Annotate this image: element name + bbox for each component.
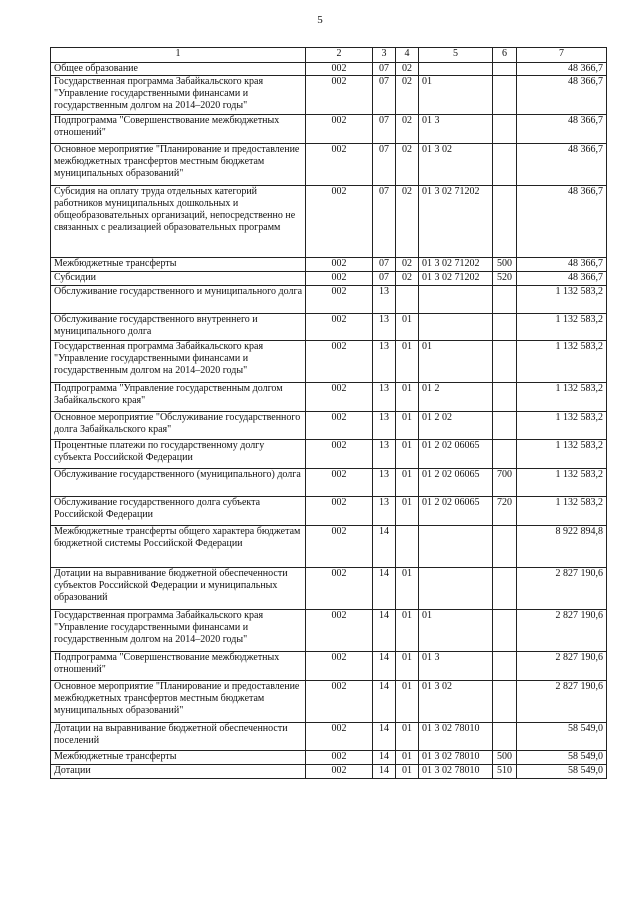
admin-code: 002 bbox=[306, 412, 373, 440]
table-row bbox=[51, 412, 607, 440]
section-code: 14 bbox=[373, 681, 396, 723]
admin-code: 002 bbox=[306, 765, 373, 779]
subsection-code: 01 bbox=[396, 568, 419, 610]
table-row bbox=[51, 497, 607, 526]
target-article-code: 01 3 02 71202 bbox=[419, 186, 493, 258]
amount: 48 366,7 bbox=[517, 115, 607, 144]
row-description: Межбюджетные трансферты bbox=[51, 258, 306, 272]
subsection-code: 01 bbox=[396, 765, 419, 779]
subsection-code: 02 bbox=[396, 258, 419, 272]
section-code: 13 bbox=[373, 497, 396, 526]
expense-type-code bbox=[493, 186, 517, 258]
subsection-code: 01 bbox=[396, 497, 419, 526]
table-row bbox=[51, 258, 607, 272]
subsection-code: 01 bbox=[396, 681, 419, 723]
admin-code: 002 bbox=[306, 610, 373, 652]
section-code: 13 bbox=[373, 341, 396, 383]
subsection-code: 02 bbox=[396, 272, 419, 286]
amount: 2 827 190,6 bbox=[517, 681, 607, 723]
subsection-code: 01 bbox=[396, 314, 419, 341]
col-header-5: 5 bbox=[419, 48, 493, 63]
section-code: 07 bbox=[373, 272, 396, 286]
admin-code: 002 bbox=[306, 681, 373, 723]
section-code: 14 bbox=[373, 526, 396, 568]
row-description: Дотации на выравнивание бюджетной обеспеченности субъектов Российской Федерации и муниципальных образований bbox=[51, 568, 306, 610]
amount: 58 549,0 bbox=[517, 751, 607, 765]
expense-type-code bbox=[493, 568, 517, 610]
admin-code: 002 bbox=[306, 497, 373, 526]
subsection-code: 01 bbox=[396, 652, 419, 681]
row-description: Дотации bbox=[51, 765, 306, 779]
section-code: 13 bbox=[373, 440, 396, 469]
target-article-code: 01 3 02 78010 bbox=[419, 765, 493, 779]
expense-type-code: 510 bbox=[493, 765, 517, 779]
admin-code: 002 bbox=[306, 115, 373, 144]
section-code: 13 bbox=[373, 412, 396, 440]
row-description: Межбюджетные трансферты общего характера бюджетам бюджетной системы Российской Федерации bbox=[51, 526, 306, 568]
section-code: 07 bbox=[373, 76, 396, 115]
row-description: Общее образование bbox=[51, 63, 306, 76]
row-description: Процентные платежи по государственному долгу субъекта Российской Федерации bbox=[51, 440, 306, 469]
row-description: Государственная программа Забайкальского края "Управление государственными финансами и государственным долгом на 2014–2020 годы" bbox=[51, 341, 306, 383]
subsection-code: 01 bbox=[396, 412, 419, 440]
expense-type-code: 520 bbox=[493, 272, 517, 286]
target-article-code: 01 2 02 06065 bbox=[419, 497, 493, 526]
amount: 58 549,0 bbox=[517, 765, 607, 779]
row-description: Межбюджетные трансферты bbox=[51, 751, 306, 765]
target-article-code bbox=[419, 526, 493, 568]
col-header-1: 1 bbox=[51, 48, 306, 63]
row-description: Обслуживание государственного (муниципального) долга bbox=[51, 469, 306, 497]
col-header-6: 6 bbox=[493, 48, 517, 63]
subsection-code: 01 bbox=[396, 469, 419, 497]
section-code: 13 bbox=[373, 314, 396, 341]
expense-type-code bbox=[493, 440, 517, 469]
target-article-code: 01 3 02 71202 bbox=[419, 272, 493, 286]
table-row bbox=[51, 341, 607, 383]
admin-code: 002 bbox=[306, 258, 373, 272]
admin-code: 002 bbox=[306, 440, 373, 469]
expense-type-code bbox=[493, 412, 517, 440]
table-row bbox=[51, 144, 607, 186]
row-description: Подпрограмма "Управление государственным долгом Забайкальского края" bbox=[51, 383, 306, 412]
target-article-code bbox=[419, 568, 493, 610]
amount: 8 922 894,8 bbox=[517, 526, 607, 568]
section-code: 14 bbox=[373, 751, 396, 765]
expense-type-code bbox=[493, 383, 517, 412]
row-description: Основное мероприятие "Обслуживание государственного долга Забайкальского края" bbox=[51, 412, 306, 440]
subsection-code: 01 bbox=[396, 383, 419, 412]
expense-type-code bbox=[493, 115, 517, 144]
row-description: Субсидии bbox=[51, 272, 306, 286]
header-row bbox=[51, 48, 607, 63]
table-row bbox=[51, 272, 607, 286]
amount: 2 827 190,6 bbox=[517, 610, 607, 652]
section-code: 14 bbox=[373, 610, 396, 652]
subsection-code: 01 bbox=[396, 610, 419, 652]
amount: 48 366,7 bbox=[517, 272, 607, 286]
subsection-code: 02 bbox=[396, 144, 419, 186]
section-code: 07 bbox=[373, 186, 396, 258]
admin-code: 002 bbox=[306, 341, 373, 383]
admin-code: 002 bbox=[306, 723, 373, 751]
amount: 1 132 583,2 bbox=[517, 469, 607, 497]
admin-code: 002 bbox=[306, 63, 373, 76]
row-description: Обслуживание государственного и муниципального долга bbox=[51, 286, 306, 314]
expense-type-code bbox=[493, 341, 517, 383]
amount: 48 366,7 bbox=[517, 76, 607, 115]
table-row bbox=[51, 568, 607, 610]
table-row bbox=[51, 765, 607, 779]
budget-table bbox=[50, 47, 607, 779]
target-article-code: 01 3 02 78010 bbox=[419, 751, 493, 765]
table-row bbox=[51, 63, 607, 76]
admin-code: 002 bbox=[306, 144, 373, 186]
subsection-code: 02 bbox=[396, 63, 419, 76]
target-article-code: 01 3 02 bbox=[419, 681, 493, 723]
expense-type-code bbox=[493, 286, 517, 314]
target-article-code: 01 3 02 71202 bbox=[419, 258, 493, 272]
subsection-code bbox=[396, 526, 419, 568]
admin-code: 002 bbox=[306, 286, 373, 314]
table-row bbox=[51, 526, 607, 568]
section-code: 07 bbox=[373, 144, 396, 186]
row-description: Государственная программа Забайкальского края "Управление государственными финансами и государственным долгом на 2014–2020 годы" bbox=[51, 610, 306, 652]
table-row bbox=[51, 115, 607, 144]
col-header-2: 2 bbox=[306, 48, 373, 63]
table-row bbox=[51, 286, 607, 314]
amount: 1 132 583,2 bbox=[517, 497, 607, 526]
expense-type-code bbox=[493, 144, 517, 186]
row-description: Государственная программа Забайкальского края "Управление государственными финансами и государственным долгом на 2014–2020 годы" bbox=[51, 76, 306, 115]
admin-code: 002 bbox=[306, 314, 373, 341]
section-code: 07 bbox=[373, 258, 396, 272]
target-article-code bbox=[419, 63, 493, 76]
table-row bbox=[51, 652, 607, 681]
amount: 1 132 583,2 bbox=[517, 412, 607, 440]
amount: 48 366,7 bbox=[517, 186, 607, 258]
row-description: Дотации на выравнивание бюджетной обеспеченности поселений bbox=[51, 723, 306, 751]
section-code: 14 bbox=[373, 723, 396, 751]
amount: 58 549,0 bbox=[517, 723, 607, 751]
target-article-code bbox=[419, 314, 493, 341]
amount: 1 132 583,2 bbox=[517, 440, 607, 469]
row-description: Основное мероприятие "Планирование и предоставление межбюджетных трансфертов местным бюджетам муниципальных образований" bbox=[51, 144, 306, 186]
expense-type-code bbox=[493, 314, 517, 341]
col-header-7: 7 bbox=[517, 48, 607, 63]
expense-type-code: 700 bbox=[493, 469, 517, 497]
target-article-code: 01 2 02 06065 bbox=[419, 440, 493, 469]
admin-code: 002 bbox=[306, 272, 373, 286]
target-article-code: 01 bbox=[419, 341, 493, 383]
target-article-code: 01 3 bbox=[419, 115, 493, 144]
target-article-code: 01 bbox=[419, 76, 493, 115]
col-header-4: 4 bbox=[396, 48, 419, 63]
table-row bbox=[51, 610, 607, 652]
section-code: 14 bbox=[373, 765, 396, 779]
target-article-code: 01 3 02 bbox=[419, 144, 493, 186]
table-row bbox=[51, 383, 607, 412]
expense-type-code bbox=[493, 610, 517, 652]
section-code: 13 bbox=[373, 469, 396, 497]
amount: 1 132 583,2 bbox=[517, 314, 607, 341]
amount: 1 132 583,2 bbox=[517, 341, 607, 383]
section-code: 07 bbox=[373, 115, 396, 144]
table-row bbox=[51, 186, 607, 258]
table-row bbox=[51, 314, 607, 341]
expense-type-code: 720 bbox=[493, 497, 517, 526]
row-description: Основное мероприятие "Планирование и предоставление межбюджетных трансфертов местным бюджетам муниципальных образований" bbox=[51, 681, 306, 723]
subsection-code: 01 bbox=[396, 341, 419, 383]
target-article-code: 01 bbox=[419, 610, 493, 652]
section-code: 13 bbox=[373, 286, 396, 314]
table-row bbox=[51, 469, 607, 497]
subsection-code: 02 bbox=[396, 76, 419, 115]
page-number: 5 bbox=[317, 14, 323, 26]
admin-code: 002 bbox=[306, 76, 373, 115]
admin-code: 002 bbox=[306, 751, 373, 765]
expense-type-code bbox=[493, 652, 517, 681]
target-article-code: 01 3 02 78010 bbox=[419, 723, 493, 751]
section-code: 14 bbox=[373, 568, 396, 610]
row-description: Субсидия на оплату труда отдельных категорий работников муниципальных дошкольных и общеобразовательных организаций, непосредственно не связанных с реализацией образовательных программ bbox=[51, 186, 306, 258]
row-description: Подпрограмма "Совершенствование межбюджетных отношений" bbox=[51, 652, 306, 681]
target-article-code: 01 2 bbox=[419, 383, 493, 412]
table-row bbox=[51, 76, 607, 115]
target-article-code: 01 2 02 bbox=[419, 412, 493, 440]
section-code: 07 bbox=[373, 63, 396, 76]
admin-code: 002 bbox=[306, 652, 373, 681]
expense-type-code bbox=[493, 63, 517, 76]
subsection-code: 01 bbox=[396, 751, 419, 765]
expense-type-code bbox=[493, 681, 517, 723]
admin-code: 002 bbox=[306, 568, 373, 610]
target-article-code bbox=[419, 286, 493, 314]
amount: 48 366,7 bbox=[517, 63, 607, 76]
amount: 1 132 583,2 bbox=[517, 286, 607, 314]
table-body bbox=[51, 63, 607, 779]
admin-code: 002 bbox=[306, 469, 373, 497]
expense-type-code bbox=[493, 723, 517, 751]
table-row bbox=[51, 681, 607, 723]
subsection-code bbox=[396, 286, 419, 314]
amount: 2 827 190,6 bbox=[517, 568, 607, 610]
target-article-code: 01 3 bbox=[419, 652, 493, 681]
admin-code: 002 bbox=[306, 526, 373, 568]
expense-type-code bbox=[493, 526, 517, 568]
target-article-code: 01 2 02 06065 bbox=[419, 469, 493, 497]
subsection-code: 02 bbox=[396, 186, 419, 258]
table-row bbox=[51, 751, 607, 765]
table-row bbox=[51, 440, 607, 469]
section-code: 14 bbox=[373, 652, 396, 681]
table-row bbox=[51, 723, 607, 751]
row-description: Подпрограмма "Совершенствование межбюджетных отношений" bbox=[51, 115, 306, 144]
amount: 2 827 190,6 bbox=[517, 652, 607, 681]
subsection-code: 01 bbox=[396, 440, 419, 469]
row-description: Обслуживание государственного долга субъекта Российской Федерации bbox=[51, 497, 306, 526]
subsection-code: 01 bbox=[396, 723, 419, 751]
expense-type-code: 500 bbox=[493, 751, 517, 765]
admin-code: 002 bbox=[306, 186, 373, 258]
amount: 1 132 583,2 bbox=[517, 383, 607, 412]
amount: 48 366,7 bbox=[517, 144, 607, 186]
section-code: 13 bbox=[373, 383, 396, 412]
col-header-3: 3 bbox=[373, 48, 396, 63]
expense-type-code bbox=[493, 76, 517, 115]
amount: 48 366,7 bbox=[517, 258, 607, 272]
admin-code: 002 bbox=[306, 383, 373, 412]
expense-type-code: 500 bbox=[493, 258, 517, 272]
row-description: Обслуживание государственного внутреннего и муниципального долга bbox=[51, 314, 306, 341]
subsection-code: 02 bbox=[396, 115, 419, 144]
